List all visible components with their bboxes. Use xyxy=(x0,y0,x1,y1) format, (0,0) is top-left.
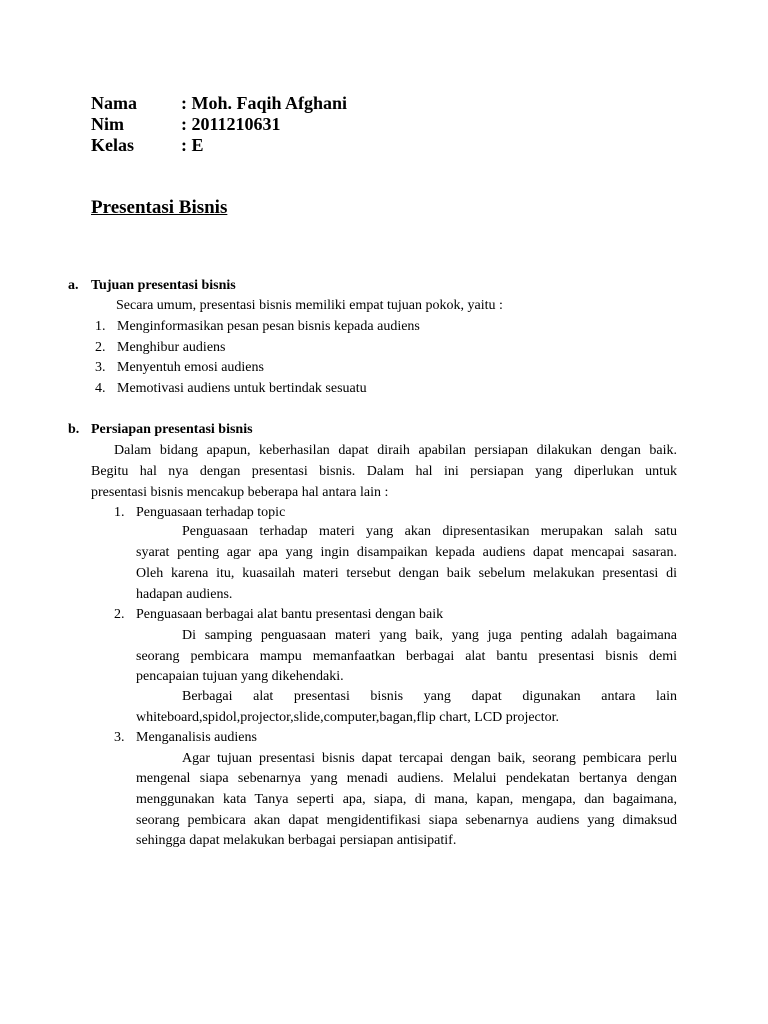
list-item-number: 1. xyxy=(114,505,125,520)
list-item-number: 1. xyxy=(95,319,106,334)
section-b-marker: b. xyxy=(68,422,80,437)
paragraph-line: Berbagai alat presentasi bisnis yang dapat digunakan antara lain xyxy=(182,689,677,704)
list-item-heading: Menganalisis audiens xyxy=(136,730,257,745)
nim-label: Nim xyxy=(91,114,124,134)
list-item-number: 3. xyxy=(95,360,106,375)
section-a-intro: Secara umum, presentasi bisnis memiliki empat tujuan pokok, yaitu : xyxy=(116,298,503,313)
paragraph-line: Penguasaan terhadap materi yang akan dipresentasikan merupakan salah satu xyxy=(182,524,677,539)
paragraph-line: seorang pembicara mampu memanfaatkan berbagai alat bantu presentasi bisnis demi xyxy=(136,649,677,664)
list-item: Menyentuh emosi audiens xyxy=(117,360,264,375)
paragraph-line: syarat penting agar apa yang ingin disampaikan kepada audiens dapat mencapai sasaran. xyxy=(136,545,677,560)
nim-row xyxy=(91,114,347,135)
paragraph-line: sehingga dapat melakukan berbagai persiapan antisipatif. xyxy=(136,833,457,848)
paragraph-line: Dalam bidang apapun, keberhasilan dapat diraih apabilan persiapan dilakukan dengan baik. xyxy=(114,443,677,458)
list-item: Menghibur audiens xyxy=(117,340,226,355)
paragraph-line: whiteboard,spidol,projector,slide,computer,bagan,flip chart, LCD projector. xyxy=(136,710,560,725)
list-item-heading: Penguasaan berbagai alat bantu presentasi dengan baik xyxy=(136,607,444,622)
paragraph-line: menggunakan kata Tanya seperti apa, siapa, di mana, kapan, mengapa, dan bagaimana, xyxy=(136,792,677,807)
list-item-number: 2. xyxy=(114,607,125,622)
list-item-number: 4. xyxy=(95,381,106,396)
kelas-label: Kelas xyxy=(91,135,134,155)
paragraph-line: hadapan audiens. xyxy=(136,587,233,602)
list-item-number: 3. xyxy=(114,730,125,745)
section-a-marker: a. xyxy=(68,278,79,293)
section-a-heading: Tujuan presentasi bisnis xyxy=(91,278,236,293)
nama-value: : Moh. Faqih Afghani xyxy=(181,93,348,113)
paragraph-line: presentasi bisnis mencakup beberapa hal antara lain : xyxy=(91,485,389,500)
paragraph-line: Oleh karena itu, kuasailah materi tersebut dengan baik sebelum melakukan presentasi di xyxy=(136,566,677,581)
list-item-heading: Penguasaan terhadap topic xyxy=(136,505,286,520)
student-info xyxy=(91,93,347,156)
list-item-number: 2. xyxy=(95,340,106,355)
kelas-row xyxy=(91,135,347,156)
paragraph-line: mengenal siapa sebenarnya yang menadi audiens. Melalui pendekatan bertanya dengan xyxy=(136,771,677,786)
paragraph-line: pencapaian tujuan yang dikehendaki. xyxy=(136,669,344,684)
list-item: Memotivasi audiens untuk bertindak sesuatu xyxy=(117,381,367,396)
nama-row xyxy=(91,93,347,114)
page-title: Presentasi Bisnis xyxy=(91,197,228,218)
list-item: Menginformasikan pesan pesan bisnis kepada audiens xyxy=(117,319,420,334)
kelas-value: : E xyxy=(181,135,204,155)
section-b-heading: Persiapan presentasi bisnis xyxy=(91,422,253,437)
paragraph-line: Begitu hal nya dengan presentasi bisnis. Dalam hal ini persiapan yang diperlukan untuk xyxy=(91,464,677,479)
paragraph-line: seorang pembicara akan dapat mengidentifikasi siapa sebenarnya audiens yang dimaksud xyxy=(136,813,677,828)
paragraph-line: Agar tujuan presentasi bisnis dapat tercapai dengan baik, seorang pembicara perlu xyxy=(182,751,677,766)
nama-label: Nama xyxy=(91,93,137,113)
paragraph-line: Di samping penguasaan materi yang baik, yang juga penting adalah bagaimana xyxy=(182,628,677,643)
nim-value: : 2011210631 xyxy=(181,114,281,134)
